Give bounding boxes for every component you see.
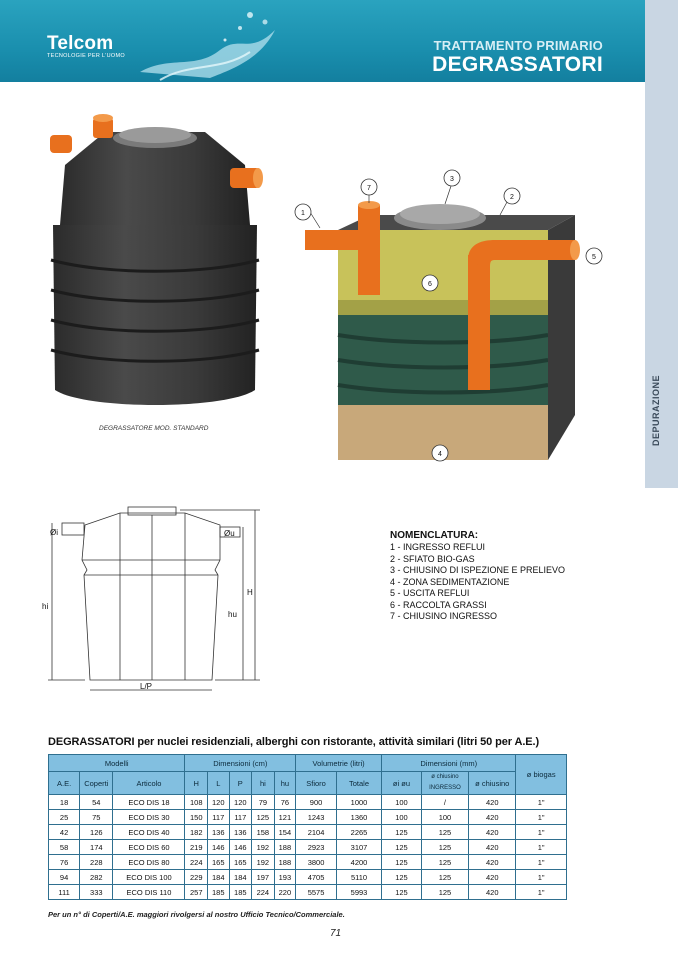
table-cell: 125 <box>252 810 275 825</box>
table-cell: 5575 <box>296 885 337 900</box>
header-dimensioni-cm: Dimensioni (cm) <box>185 755 296 772</box>
table-cell: 154 <box>274 825 295 840</box>
specs-table-body <box>49 795 567 900</box>
label-phi-i: Øi <box>50 528 58 537</box>
header-dimensioni-mm: Dimensioni (mm) <box>382 755 516 772</box>
col-chiusino: ø chiusino <box>469 772 516 795</box>
table-cell: 42 <box>49 825 80 840</box>
footnote: Per un n° di Coperti/A.E. maggiori rivolgersi al nostro Ufficio Tecnico/Commerciale. <box>48 910 345 919</box>
table-cell: 1" <box>516 810 567 825</box>
callout-7-label: 7 <box>367 185 371 192</box>
table-cell: 125 <box>382 825 422 840</box>
table-cell: 2265 <box>336 825 381 840</box>
table-cell: 1" <box>516 885 567 900</box>
table-cell: 5110 <box>336 870 381 885</box>
table-cell: 420 <box>469 840 516 855</box>
table-cell: 182 <box>185 825 208 840</box>
table-cell: 125 <box>421 840 468 855</box>
table-cell: 108 <box>185 795 208 810</box>
side-tab <box>645 0 678 488</box>
table-cell: 228 <box>80 855 113 870</box>
callout-5-label: 5 <box>592 254 596 261</box>
table-cell: 224 <box>185 855 208 870</box>
table-cell: 1" <box>516 840 567 855</box>
telcom-logo <box>47 33 125 59</box>
table-cell: 25 <box>49 810 80 825</box>
col-sfioro: Sfioro <box>296 772 337 795</box>
table-cell: 229 <box>185 870 208 885</box>
table-cell: 54 <box>80 795 113 810</box>
table-cell: 100 <box>421 810 468 825</box>
table-cell: 185 <box>229 885 252 900</box>
table-cell: 126 <box>80 825 113 840</box>
table-cell: 1000 <box>336 795 381 810</box>
table-row <box>49 810 567 825</box>
page-header <box>0 0 645 82</box>
table-cell: 192 <box>252 855 275 870</box>
table-cell: 76 <box>274 795 295 810</box>
nomenclatura-item: 6 - RACCOLTA GRASSI <box>390 599 487 610</box>
table-cell: 120 <box>208 795 229 810</box>
col-h: H <box>185 772 208 795</box>
table-cell: 1360 <box>336 810 381 825</box>
table-title: DEGRASSATORI per nuclei residenziali, alberghi con ristorante, attività similari (litri 50 per A.E.) <box>48 736 540 748</box>
table-cell: 165 <box>208 855 229 870</box>
label-hi: hi <box>42 602 49 611</box>
table-cell: 2104 <box>296 825 337 840</box>
table-cell: 94 <box>49 870 80 885</box>
table-cell: 125 <box>421 885 468 900</box>
nomenclatura-item: 4 - ZONA SEDIMENTAZIONE <box>390 576 510 587</box>
table-cell: ECO DIS 80 <box>113 855 185 870</box>
table-cell: 79 <box>252 795 275 810</box>
table-cell: 117 <box>229 810 252 825</box>
table-cell: 420 <box>469 885 516 900</box>
water-splash-graphic <box>100 0 300 82</box>
table-row <box>49 855 567 870</box>
table-cell: 4200 <box>336 855 381 870</box>
table-row <box>49 870 567 885</box>
table-cell: 75 <box>80 810 113 825</box>
table-cell: 125 <box>382 870 422 885</box>
table-cell: 125 <box>421 855 468 870</box>
table-cell: ECO DIS 100 <box>113 870 185 885</box>
table-row <box>49 795 567 810</box>
table-cell: 100 <box>382 810 422 825</box>
col-coperti: Coperti <box>80 772 113 795</box>
table-cell: 1243 <box>296 810 337 825</box>
table-cell: 3107 <box>336 840 381 855</box>
table-cell: 76 <box>49 855 80 870</box>
table-cell: 1" <box>516 795 567 810</box>
page-number: 71 <box>330 928 342 939</box>
table-cell: 117 <box>208 810 229 825</box>
table-cell: 111 <box>49 885 80 900</box>
table-cell: ECO DIS 18 <box>113 795 185 810</box>
table-cell: 333 <box>80 885 113 900</box>
table-cell: 188 <box>274 840 295 855</box>
table-cell: 184 <box>208 870 229 885</box>
logo-name: Telcom <box>47 33 114 54</box>
nomenclatura-legend <box>390 530 565 623</box>
table-cell: 192 <box>252 840 275 855</box>
table-cell: 282 <box>80 870 113 885</box>
table-cell: 125 <box>421 870 468 885</box>
table-cell: 18 <box>49 795 80 810</box>
table-cell: ECO DIS 40 <box>113 825 185 840</box>
table-cell: / <box>421 795 468 810</box>
table-cell: 125 <box>382 855 422 870</box>
table-cell: 1" <box>516 870 567 885</box>
table-cell: 420 <box>469 810 516 825</box>
table-cell: 197 <box>252 870 275 885</box>
technical-drawing <box>40 505 265 695</box>
header-biogas: ø biogas <box>516 755 567 795</box>
col-chiusino-ingresso: ø chiusino INGRESSO <box>421 772 468 795</box>
table-cell: 125 <box>382 840 422 855</box>
table-cell: 3800 <box>296 855 337 870</box>
col-oi-ou: øi øu <box>382 772 422 795</box>
nomenclatura-title: NOMENCLATURA: <box>390 530 479 541</box>
table-cell: 158 <box>252 825 275 840</box>
tank-standard-illustration <box>45 110 270 415</box>
nomenclatura-item: 1 - INGRESSO REFLUI <box>390 542 486 552</box>
callout-4-label: 4 <box>438 451 442 458</box>
side-tab-label: DEPURAZIONE <box>651 374 661 446</box>
nomenclatura-item: 3 - CHIUSINO DI ISPEZIONE E PRELIEVO <box>390 565 566 575</box>
table-cell: 120 <box>229 795 252 810</box>
table-cell: 125 <box>421 825 468 840</box>
table-cell: 121 <box>274 810 295 825</box>
table-cell: 136 <box>208 825 229 840</box>
table-cell: 184 <box>229 870 252 885</box>
nomenclatura-item: 2 - SFIATO BIO-GAS <box>390 553 475 564</box>
table-cell: 174 <box>80 840 113 855</box>
table-cell: 224 <box>252 885 275 900</box>
header-modelli: Modelli <box>49 755 185 772</box>
figure-caption: DEGRASSATORE MOD. STANDARD <box>99 425 209 432</box>
table-cell: 257 <box>185 885 208 900</box>
table-row <box>49 840 567 855</box>
table-cell: 58 <box>49 840 80 855</box>
label-LP: L/P <box>140 682 153 691</box>
table-cell: 420 <box>469 870 516 885</box>
table-cell: 165 <box>229 855 252 870</box>
table-cell: 1" <box>516 855 567 870</box>
table-cell: 188 <box>274 855 295 870</box>
col-articolo: Articolo <box>113 772 185 795</box>
col-ae: A.E. <box>49 772 80 795</box>
callout-1-label: 1 <box>301 210 305 217</box>
table-cell: 100 <box>382 795 422 810</box>
table-cell: 150 <box>185 810 208 825</box>
logo-tagline: TECNOLOGIE PER L'UOMO <box>47 53 125 59</box>
col-l: L <box>208 772 229 795</box>
col-hi: hi <box>252 772 275 795</box>
header-volumetrie: Volumetrie (litri) <box>296 755 382 772</box>
nomenclatura-item: 7 - CHIUSINO INGRESSO <box>390 611 498 621</box>
table-cell: ECO DIS 60 <box>113 840 185 855</box>
tank-cutaway-illustration <box>290 160 615 475</box>
specs-table <box>48 754 567 900</box>
col-hu: hu <box>274 772 295 795</box>
label-H: H <box>247 588 253 597</box>
col-totale: Totale <box>336 772 381 795</box>
table-cell: ECO DIS 30 <box>113 810 185 825</box>
table-cell: 146 <box>229 840 252 855</box>
table-row <box>49 885 567 900</box>
table-cell: 219 <box>185 840 208 855</box>
table-cell: 193 <box>274 870 295 885</box>
table-cell: 1" <box>516 825 567 840</box>
table-cell: 420 <box>469 825 516 840</box>
callout-3-label: 3 <box>450 176 454 183</box>
table-cell: 4705 <box>296 870 337 885</box>
label-hu: hu <box>228 610 237 619</box>
table-cell: 125 <box>382 885 422 900</box>
callout-2-label: 2 <box>510 194 514 201</box>
nomenclatura-item: 5 - USCITA REFLUI <box>390 588 470 598</box>
table-cell: 136 <box>229 825 252 840</box>
table-cell: 146 <box>208 840 229 855</box>
section-title: TRATTAMENTO PRIMARIO <box>433 38 603 53</box>
col-p: P <box>229 772 252 795</box>
table-cell: 5993 <box>336 885 381 900</box>
label-phi-u: Øu <box>224 529 235 538</box>
page-title: DEGRASSATORI <box>432 53 603 76</box>
callout-6-label: 6 <box>428 281 432 288</box>
table-cell: 2923 <box>296 840 337 855</box>
table-row <box>49 825 567 840</box>
table-cell: 420 <box>469 855 516 870</box>
table-cell: 420 <box>469 795 516 810</box>
table-cell: 185 <box>208 885 229 900</box>
table-cell: 900 <box>296 795 337 810</box>
table-cell: ECO DIS 110 <box>113 885 185 900</box>
table-cell: 220 <box>274 885 295 900</box>
